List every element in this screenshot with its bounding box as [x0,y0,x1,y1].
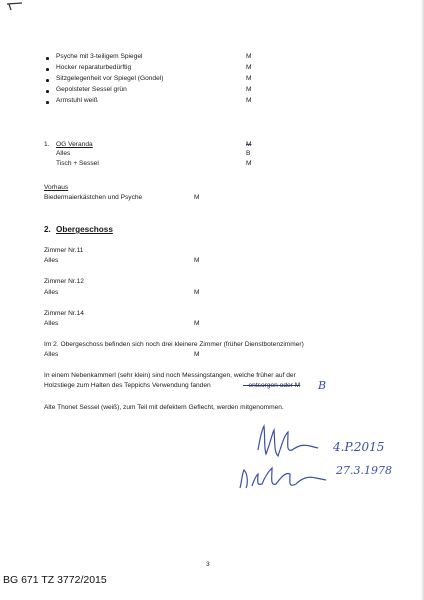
item-code: M [246,53,252,60]
row-label: Alles [44,351,59,358]
handwritten-code: B [318,379,327,392]
row-label: Alles [56,150,71,157]
bullet-icon [46,68,49,71]
section-title: OG Veranda [56,141,93,148]
bullet-icon [46,101,49,104]
bullet-icon [46,57,49,60]
note-text-line: In einem Nebenkammerl (sehr klein) sind noch Messingstangen, welche früher auf der [44,372,296,379]
item-code: M [246,64,252,71]
row-code: M [194,289,200,296]
note-text: Im 2. Obergeschoss befinden sich noch drei kleinere Zimmer (früher Dienstbotenzimmer) [44,341,304,348]
struck-code: M [246,141,252,148]
row-label: Tisch + Sessel [56,160,99,167]
row-code: M [194,194,200,201]
item-label: Hocker reparaturbedürftig [56,64,132,71]
signature-date-2: 27.3.1978 [336,464,392,477]
row-label: Alles [44,320,59,327]
bullet-icon [46,90,49,93]
room-name: Zimmer Nr.12 [44,278,84,285]
signature-1 [254,420,324,468]
row-code: B [246,150,251,157]
item-code: M [246,75,252,82]
signature-date-1: 4.P.2015 [333,440,385,454]
note-text-line: Holzstiege zum Halten des Teppichs Verwendung fanden [44,382,211,389]
room-name: Zimmer Nr.11 [44,247,84,254]
section-title: Vorhaus [44,184,69,191]
footer-reference: BG 671 TZ 3772/2015 [3,574,107,586]
row-label: Alles [44,289,59,296]
item-code: M [246,86,252,93]
section-number: 2. [44,225,51,234]
row-code: M [194,257,200,264]
section-number: 1. [44,141,50,148]
row-code: M [194,351,200,358]
bullet-icon [46,79,49,82]
item-label: Armstuhl weiß [56,97,98,104]
room-name: Zimmer Nr.14 [44,310,84,317]
item-code: M [246,97,252,104]
row-label: Alles [44,257,59,264]
note-text: Alte Thonet Sessel (weiß), zum Teil mit defektem Geflecht, werden mitgenommen. [44,404,284,411]
section-title: Obergeschoss [56,225,113,234]
page-number: 3 [206,561,210,568]
signature-2 [236,462,332,498]
item-label: Psyche mit 3-teiligem Spiegel [56,53,143,60]
row-code: M [246,160,252,167]
corner-mark [6,2,24,12]
row-label: Biedermaierkästchen und Psyche [44,194,143,201]
struck-text: – entsorgen oder M [243,382,301,389]
row-code: M [194,320,200,327]
item-label: Sitzgelegenheit vor Spiegel (Gondel) [56,75,164,82]
item-label: Gepolsteter Sessel grün [56,86,127,93]
